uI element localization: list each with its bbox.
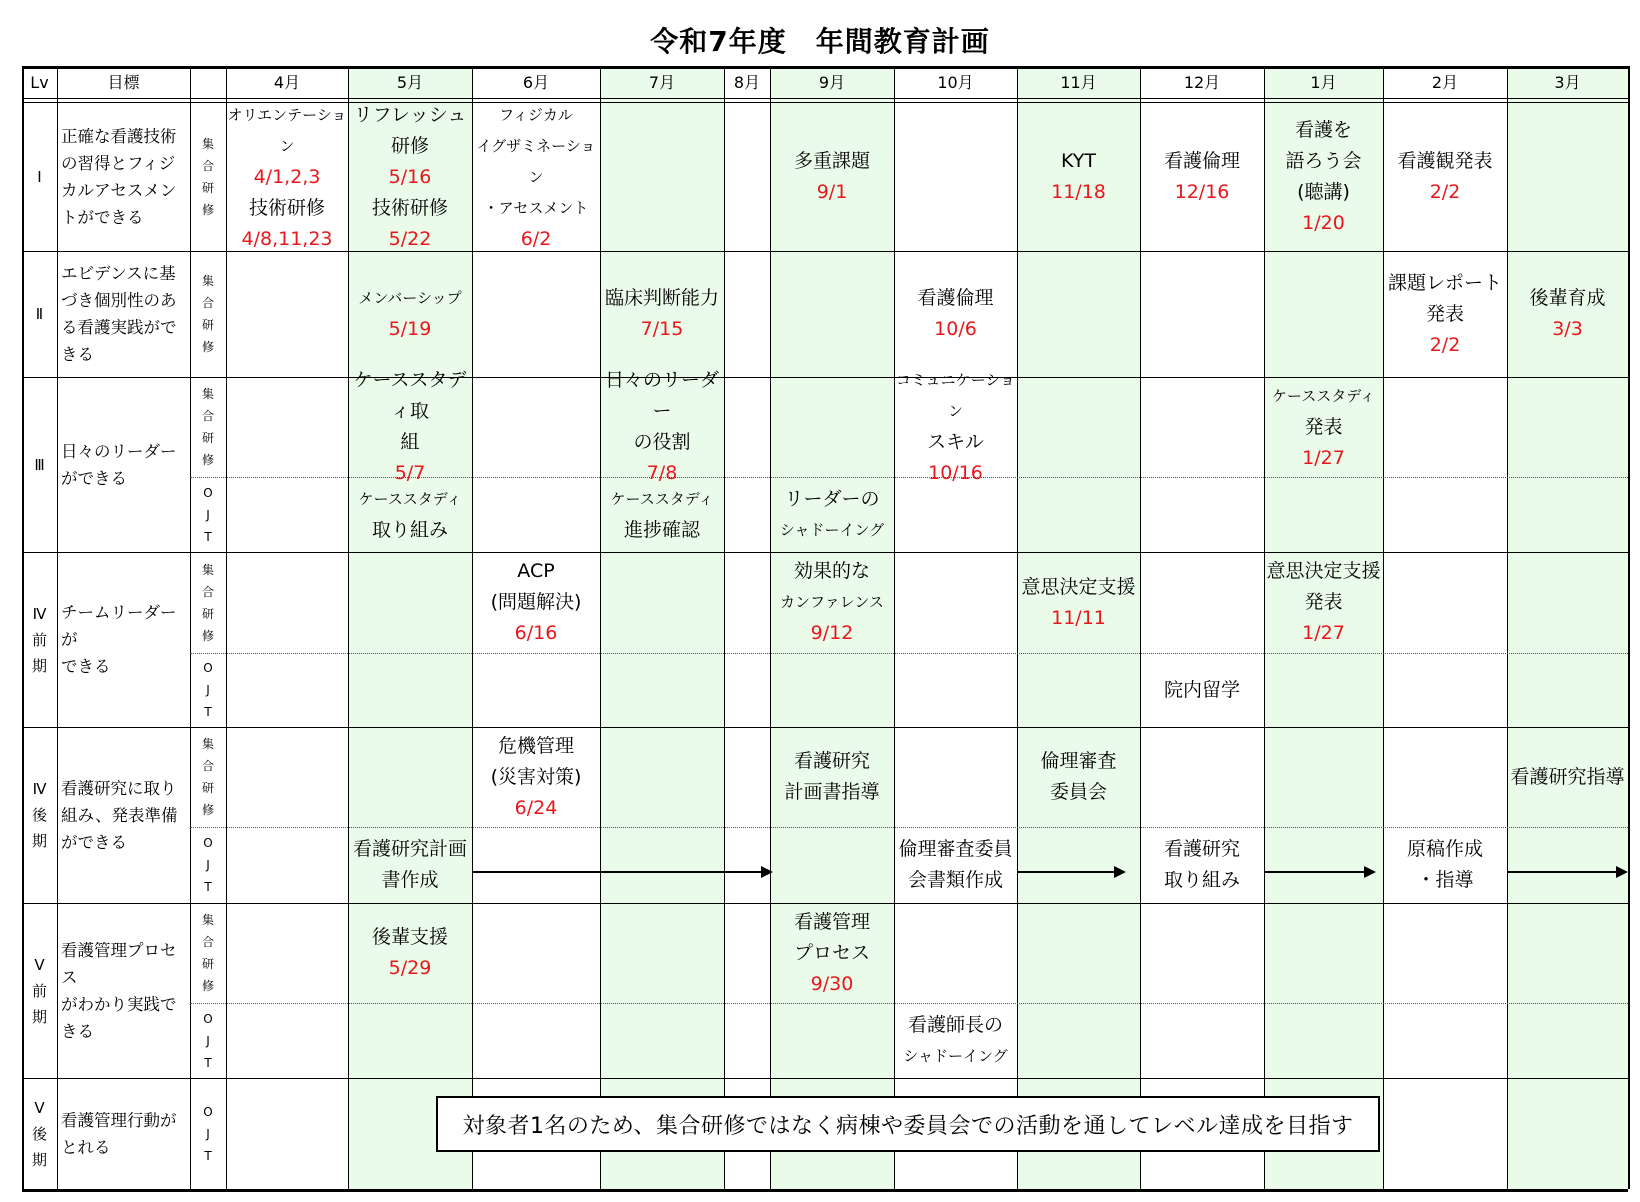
cell-line: ケーススタディ <box>358 489 462 508</box>
cell-line: J <box>206 683 210 697</box>
cell-line: 看護研究に取り <box>61 778 177 798</box>
cell-line: 前 <box>31 981 47 1000</box>
cell-line: Ⅱ <box>35 305 44 323</box>
cell-line: の習得とフィジ <box>61 154 176 173</box>
column-rule <box>1017 66 1018 1189</box>
cell-line: 意思決定支援 <box>1021 575 1136 598</box>
cell-line: 技術研修 <box>371 196 448 219</box>
cell-line: 合 <box>201 409 214 423</box>
plan-cell-dec <box>1140 827 1264 903</box>
cell-line: 合 <box>201 759 214 773</box>
green-column-bg <box>600 66 724 1189</box>
cell-line: J <box>206 1033 210 1048</box>
plan-cell-jul <box>600 369 724 484</box>
cell-line: 10/16 <box>928 462 983 484</box>
cell-line: オリエンテーション <box>227 105 347 155</box>
cell-line: J <box>206 507 210 522</box>
cell-line: Ⅲ <box>34 455 45 474</box>
cell-line: 研 <box>201 781 214 795</box>
cell-line: る看護実践がで <box>61 318 177 337</box>
column-rule <box>1264 66 1265 1189</box>
cell-line: 期 <box>31 656 47 675</box>
plan-cell-dec <box>1140 103 1264 251</box>
cell-line: 7/8 <box>646 462 678 484</box>
header-month: 9月 <box>818 72 846 92</box>
goal-text <box>57 727 190 903</box>
header-month: 11月 <box>1060 72 1097 92</box>
cell-line: メンバーシップ <box>358 289 462 307</box>
cell-line: 合 <box>201 159 214 173</box>
cell-line: 5/29 <box>388 957 432 979</box>
cell-line: 5/22 <box>388 227 432 250</box>
cell-line: 日々のリーダー <box>604 369 719 422</box>
cell-line: 修 <box>201 453 214 467</box>
cell-line: トができる <box>61 208 144 227</box>
cell-line: ケーススタディ <box>610 489 714 508</box>
row-rule <box>22 377 1628 378</box>
progress-arrow <box>1017 871 1124 873</box>
cell-line: 効果的な <box>793 560 870 582</box>
header-bottom-rule-2 <box>22 102 1628 103</box>
cell-line: 9/1 <box>816 181 848 203</box>
cell-line: ケーススタディ <box>1271 386 1376 405</box>
cell-line: 集 <box>201 737 214 751</box>
cell-line: ・指導 <box>1416 869 1474 891</box>
cell-line: スキル <box>927 431 984 453</box>
cell-line: 意思決定支援 <box>1266 560 1381 582</box>
plan-cell-jul <box>600 477 724 552</box>
cell-line: シャドーイング <box>779 520 885 539</box>
plan-cell-oct <box>894 371 1017 484</box>
plan-cell-may <box>348 903 472 1003</box>
cell-line: J <box>206 1126 210 1141</box>
column-rule <box>22 66 24 1189</box>
cell-line: 12/16 <box>1174 181 1230 203</box>
cell-line: 合 <box>201 296 214 310</box>
cell-line: 組み、発表準備 <box>61 805 178 825</box>
cell-line: 計画書指導 <box>784 781 880 803</box>
cell-line: 修 <box>201 979 214 993</box>
cell-line: 組 <box>400 431 420 453</box>
goal-text <box>57 103 190 251</box>
header-goal: 目標 <box>107 72 140 92</box>
column-rule <box>190 66 191 1189</box>
note-box: 対象者1名のため、集合研修ではなく病棟や委員会での活動を通してレベル達成を目指す <box>436 1096 1380 1152</box>
cell-line: 課題レポート <box>1387 271 1502 294</box>
plan-cell-feb <box>1383 103 1507 251</box>
goal-text <box>57 251 190 377</box>
header-month: 12月 <box>1183 72 1221 92</box>
cell-line: 集 <box>201 387 214 401</box>
cell-line: 委員会 <box>1049 781 1107 803</box>
cell-line: 研 <box>201 606 214 621</box>
cell-line: T <box>204 1055 212 1070</box>
column-rule <box>57 66 58 1189</box>
cell-line: 研 <box>201 957 214 971</box>
cell-line: 発表 <box>1304 415 1343 438</box>
header-month: 3月 <box>1554 72 1581 92</box>
cell-line: 集 <box>201 913 214 927</box>
cell-line: 倫理審査 <box>1040 750 1117 772</box>
row-rule <box>22 552 1628 553</box>
goal-text <box>57 1078 190 1189</box>
cell-line: ス <box>61 967 78 987</box>
cell-line: (問題解決) <box>490 591 582 613</box>
cell-line: 発表 <box>1425 302 1464 325</box>
cell-line: T <box>204 1148 212 1163</box>
cell-line: 5/7 <box>394 462 426 484</box>
cell-line: 1/20 <box>1302 212 1345 234</box>
cell-line: 期 <box>31 1007 47 1026</box>
cell-line: 6/24 <box>514 796 558 819</box>
cell-line: とれる <box>61 1137 111 1157</box>
cell-line: T <box>204 880 212 894</box>
cell-line: イグザミネーション <box>476 136 596 186</box>
training-type-label <box>190 827 226 903</box>
progress-arrow <box>1507 871 1626 873</box>
row-split-rule <box>190 653 1628 654</box>
cell-line: 院内留学 <box>1163 678 1240 701</box>
header-bottom-rule <box>22 98 1628 99</box>
level-label <box>22 903 57 1078</box>
column-rule <box>226 66 227 1189</box>
cell-line: 日々のリーダー <box>61 441 177 461</box>
cell-line: ケーススタディ取 <box>353 369 467 422</box>
cell-line: 看護倫理 <box>917 287 994 309</box>
cell-line: 倫理審査委員 <box>898 838 1013 860</box>
column-rule <box>472 66 473 1189</box>
cell-line: Ⅰ <box>37 168 42 186</box>
row-split-rule <box>190 477 1628 478</box>
cell-line: Ⅳ <box>32 604 47 623</box>
plan-cell-may <box>348 251 472 377</box>
cell-line: 会書類作成 <box>907 869 1003 891</box>
cell-line: プロセス <box>793 941 870 964</box>
plan-cell-mar <box>1507 727 1628 827</box>
cell-line: エビデンスに基 <box>61 264 176 283</box>
cell-line: 11/11 <box>1051 606 1106 629</box>
column-rule <box>348 66 349 1189</box>
plan-cell-may <box>348 369 472 484</box>
cell-line: 集 <box>201 562 214 577</box>
plan-cell-jun <box>472 727 600 827</box>
plan-cell-jun <box>472 103 600 251</box>
cell-line: 2/2 <box>1429 333 1461 356</box>
cell-line: が <box>61 630 78 649</box>
plan-cell-nov <box>1017 552 1140 653</box>
cell-line: 多重課題 <box>793 150 870 172</box>
page-title: 令和7年度 年間教育計画 <box>650 25 990 58</box>
cell-line: 後輩支援 <box>371 926 448 948</box>
column-rule <box>1140 66 1141 1189</box>
plan-cell-jun <box>472 552 600 653</box>
plan-cell-oct <box>894 251 1017 377</box>
level-label <box>22 1078 57 1189</box>
cell-line: ACP <box>517 560 555 582</box>
training-type-label <box>190 653 226 727</box>
header-month: 7月 <box>648 72 676 92</box>
level-label <box>22 251 57 377</box>
cell-line: カルアセスメン <box>61 181 177 200</box>
cell-line: 後 <box>31 1124 47 1143</box>
cell-line: 期 <box>31 832 47 850</box>
plan-cell-feb <box>1383 827 1507 903</box>
cell-line: 看護を <box>1294 119 1352 141</box>
cell-line: (聴講) <box>1297 181 1350 203</box>
plan-cell-may <box>348 827 472 903</box>
header-month: 1月 <box>1310 72 1337 92</box>
cell-line: 看護師長の <box>907 1013 1003 1036</box>
column-rule <box>724 66 725 1189</box>
cell-line: 後輩育成 <box>1529 287 1606 309</box>
cell-line: カンファレンス <box>780 593 884 611</box>
training-type-label <box>190 1003 226 1078</box>
cell-line: 看護研究 <box>1163 838 1240 860</box>
cell-line: 技術研修 <box>248 196 325 219</box>
row-split-rule <box>190 827 1628 828</box>
cell-line: 3/3 <box>1552 318 1583 340</box>
row-rule <box>22 727 1628 728</box>
cell-line: KYT <box>1061 150 1096 172</box>
cell-line: づき個別性のあ <box>61 291 177 310</box>
column-rule <box>894 66 895 1189</box>
cell-line: 4/1,2,3 <box>253 165 321 188</box>
cell-line: リフレッシュ研修 <box>353 103 467 157</box>
training-type-label <box>190 727 226 827</box>
level-label <box>22 552 57 727</box>
header-month: 2月 <box>1431 72 1459 92</box>
level-label <box>22 103 57 251</box>
cell-line: (災害対策) <box>490 765 582 788</box>
training-type-label <box>190 903 226 1003</box>
progress-arrow <box>472 871 771 873</box>
plan-cell-sep <box>770 903 894 1003</box>
plan-cell-sep <box>770 727 894 827</box>
plan-cell-dec <box>1140 653 1264 727</box>
progress-arrow <box>1264 871 1374 873</box>
cell-line: 研 <box>201 318 214 332</box>
cell-line: O <box>203 485 213 500</box>
goal-text <box>57 377 190 552</box>
column-rule <box>1383 66 1384 1189</box>
level-label <box>22 727 57 903</box>
cell-line: 5/16 <box>388 165 432 188</box>
goal-text <box>57 903 190 1078</box>
cell-line: 11/18 <box>1051 181 1106 203</box>
cell-line: 後 <box>31 806 47 824</box>
row-rule <box>22 251 1628 252</box>
cell-line: 看護管理 <box>793 910 870 933</box>
cell-line: 6/2 <box>520 227 552 250</box>
row-rule <box>22 903 1628 904</box>
cell-line: T <box>204 529 212 544</box>
cell-line: シャドーイング <box>903 1046 1008 1065</box>
cell-line: 合 <box>201 584 214 599</box>
level-label <box>22 377 57 552</box>
cell-line: 語ろう会 <box>1285 150 1362 172</box>
cell-line: Ⅴ <box>34 1098 45 1117</box>
cell-line: 発表 <box>1304 591 1343 613</box>
cell-line: 1/27 <box>1302 446 1345 469</box>
cell-line: 看護観発表 <box>1397 150 1493 172</box>
cell-line: きる <box>61 345 94 364</box>
plan-cell-jan <box>1264 377 1383 477</box>
header-month: 6月 <box>522 72 550 92</box>
cell-line: 進捗確認 <box>623 518 700 541</box>
plan-cell-feb <box>1383 251 1507 377</box>
cell-line: 看護管理行動が <box>61 1110 177 1130</box>
training-type-label <box>190 251 226 377</box>
cell-line: フィジカル <box>499 105 573 124</box>
cell-line: J <box>206 858 210 872</box>
plan-cell-jan <box>1264 103 1383 251</box>
plan-cell-oct <box>894 1003 1017 1078</box>
cell-line: の役割 <box>633 431 691 453</box>
table-bottom-rule <box>22 1189 1628 1192</box>
plan-cell-may <box>348 477 472 552</box>
plan-cell-nov <box>1017 727 1140 827</box>
cell-line: 看護研究 <box>793 750 870 772</box>
cell-line: 7/15 <box>640 318 684 340</box>
plan-cell-sep <box>770 477 894 552</box>
cell-line: チームリーダー <box>61 603 177 622</box>
cell-line: 正確な看護技術 <box>61 127 177 146</box>
cell-line: 看護研究計画 <box>352 838 467 860</box>
plan-cell-sep <box>770 103 894 251</box>
cell-line: 取り組み <box>1163 869 1240 891</box>
cell-line: リーダーの <box>784 487 880 510</box>
cell-line: 書作成 <box>381 869 439 891</box>
goal-text <box>57 552 190 727</box>
cell-line: ができる <box>61 468 127 488</box>
cell-line: O <box>203 1104 213 1119</box>
header-month: 5月 <box>396 72 424 92</box>
cell-line: 研 <box>201 431 214 445</box>
cell-line: 5/19 <box>388 318 432 340</box>
cell-line: 原稿作成 <box>1406 838 1483 860</box>
plan-cell-may <box>348 103 472 251</box>
header-month: 8月 <box>733 72 761 92</box>
cell-line: 修 <box>201 628 214 643</box>
cell-line: 修 <box>201 803 214 817</box>
plan-cell-nov <box>1017 103 1140 251</box>
cell-line: 研 <box>201 181 214 195</box>
cell-line: O <box>203 836 213 850</box>
cell-line: 10/6 <box>934 318 977 340</box>
green-column-bg <box>1507 66 1628 1189</box>
cell-line: できる <box>61 657 111 676</box>
header-month: 10月 <box>937 72 974 92</box>
cell-line: 危機管理 <box>497 734 574 757</box>
cell-line: 集 <box>201 137 214 151</box>
cell-line: 前 <box>31 630 47 649</box>
cell-line: 修 <box>201 340 214 354</box>
cell-line: ・アセスメント <box>483 198 589 217</box>
column-rule <box>1507 66 1508 1189</box>
training-type-label <box>190 103 226 251</box>
training-type-label <box>190 552 226 653</box>
cell-line: O <box>203 1011 213 1026</box>
cell-line: 取り組み <box>371 518 448 541</box>
cell-line: 合 <box>201 935 214 949</box>
cell-line: 看護倫理 <box>1163 150 1240 172</box>
cell-line: コミュニケーション <box>895 371 1016 420</box>
column-rule <box>1628 66 1630 1189</box>
cell-line: 期 <box>31 1150 47 1169</box>
training-type-label <box>190 477 226 552</box>
plan-cell-jan <box>1264 552 1383 653</box>
cell-line: 看護研究指導 <box>1510 765 1625 788</box>
column-rule <box>600 66 601 1189</box>
cell-line: O <box>203 661 213 675</box>
cell-line: ができる <box>61 832 127 852</box>
cell-line: 4/8,11,23 <box>241 227 333 250</box>
header-lv: Lv <box>30 72 49 92</box>
plan-cell-sep <box>770 552 894 653</box>
plan-cell-oct <box>894 827 1017 903</box>
cell-line: Ⅴ <box>34 955 45 974</box>
header-month: 4月 <box>273 72 301 92</box>
cell-line: 修 <box>201 203 214 217</box>
cell-line: 臨床判断能力 <box>604 287 719 309</box>
cell-line: Ⅳ <box>32 780 47 798</box>
cell-line: 9/30 <box>810 972 854 995</box>
plan-cell-apr <box>226 103 348 251</box>
plan-cell-jul <box>600 251 724 377</box>
cell-line: きる <box>61 1021 94 1041</box>
cell-line: 集 <box>201 274 214 288</box>
cell-line: 6/16 <box>514 622 558 644</box>
cell-line: 2/2 <box>1429 181 1461 203</box>
training-type-label <box>190 1078 226 1189</box>
column-rule <box>770 66 771 1189</box>
cell-line: 1/27 <box>1302 622 1345 644</box>
row-rule <box>22 1078 1628 1079</box>
cell-line: T <box>204 705 212 719</box>
row-split-rule <box>190 1003 1628 1004</box>
training-type-label <box>190 377 226 477</box>
cell-line: 看護管理プロセ <box>61 940 177 960</box>
table-top-rule <box>22 66 1628 69</box>
plan-cell-mar <box>1507 251 1628 377</box>
cell-line: 9/12 <box>810 622 854 644</box>
cell-line: がわかり実践で <box>61 994 177 1014</box>
